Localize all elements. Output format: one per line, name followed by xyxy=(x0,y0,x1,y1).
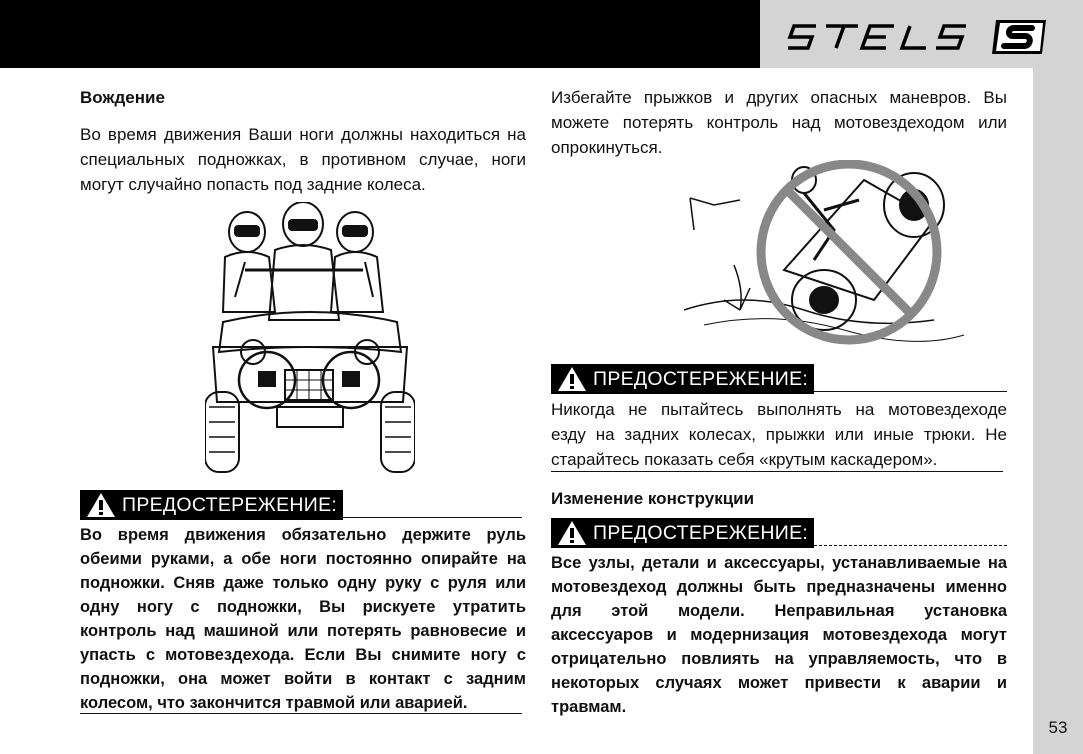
prohibited-wheelie-illustration xyxy=(684,160,974,350)
warning-label: ПРЕДОСТЕРЕЖЕНИЕ: xyxy=(593,367,809,390)
warning-badge xyxy=(551,518,814,548)
text-line: старайтесь показать себя «крутым каскадером». xyxy=(551,450,938,469)
warning-triangle-icon xyxy=(557,366,587,392)
driving-paragraph xyxy=(80,122,526,197)
warning-label: ПРЕДОСТЕРЕЖЕНИЕ: xyxy=(122,493,338,516)
warning-banner-right-1 xyxy=(551,364,1007,394)
text-line: могут случайно попасть под задние колеса. xyxy=(80,175,426,194)
warning-text-right-1 xyxy=(551,397,1007,472)
warning-triangle-icon xyxy=(557,520,587,546)
section-heading-modification: Изменение конструкции xyxy=(551,489,755,508)
side-strip xyxy=(1033,68,1083,754)
stels-wordmark xyxy=(786,22,976,52)
warning-underline xyxy=(814,391,1007,392)
warning-badge xyxy=(80,490,343,520)
section-heading-driving: Вождение xyxy=(80,88,165,107)
warning-text-left: Во время движения обязательно держите руль обеими руками, а обе ноги постоянно опирайте на подножки. Сняв даже только одну руку с руля или одну ногу с подножки, Вы рискуете утратить контроль над машиной или потерять равновесие и упасть с мотовездехода. Если Вы снимите ногу с подножки, она может войти в контакт с задним колесом, что закончится травмой или аварией. xyxy=(80,526,526,712)
page-number: 53 xyxy=(1048,718,1068,737)
text-line: Никогда не пытайтесь выполнять на мотовездеходе xyxy=(551,400,1007,419)
warning-label: ПРЕДОСТЕРЕЖЕНИЕ: xyxy=(593,521,809,544)
text-line: опрокинуться. xyxy=(551,138,663,157)
warning-banner-right-2 xyxy=(551,518,1007,548)
text-line: езду на задних колесах, прыжки или иные трюки. Не xyxy=(551,425,1007,444)
text-line: можете потерять контроль над мотовездеходом или xyxy=(551,113,1007,132)
warning-triangle-icon xyxy=(86,492,116,518)
atv-riders-illustration xyxy=(205,202,415,482)
warning-badge xyxy=(551,364,814,394)
stels-s-logo-icon xyxy=(988,14,1052,60)
warning-text-right-2: Все узлы, детали и аксессуары, устанавливаемые на мотовездеход должны быть предназначены именно для этой модели. Неправильная установка аксессуаров и модернизация мотовездехода могут отрицательно повлиять на управляемость, что в некоторых случаях может привести к аварии и травмам. xyxy=(551,554,1007,716)
text-line: Во время движения Ваши ноги должны находиться на xyxy=(80,125,526,144)
warning-banner-left xyxy=(80,490,522,520)
warning-end-rule xyxy=(80,713,522,714)
text-line: специальных подножках, в противном случае, ноги xyxy=(80,150,526,169)
warning-underline xyxy=(814,545,1007,546)
text-line: Избегайте прыжков и других опасных маневров. Вы xyxy=(551,88,1007,107)
warning-underline xyxy=(343,517,522,518)
header-bar xyxy=(0,0,760,68)
warning-end-rule xyxy=(551,471,1003,472)
jumps-paragraph xyxy=(551,85,1007,160)
